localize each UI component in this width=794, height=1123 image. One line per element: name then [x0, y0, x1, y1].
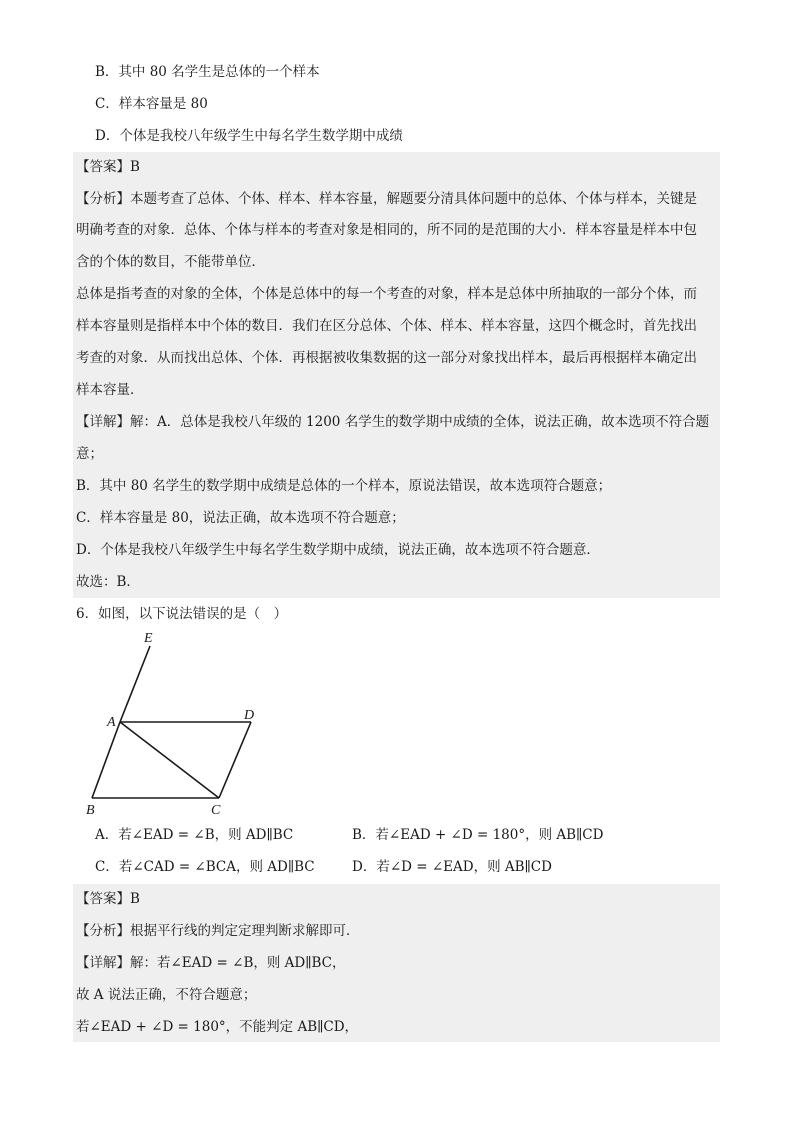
segment-dc: [219, 722, 251, 798]
q5-analysis-line: 总体是指考查的对象的全体，个体是总体中的每一个考查的对象，样本是总体中所抽取的一部分个体，而: [76, 286, 697, 302]
q5-detail-line: 【详解】解：A．总体是我校八年级的 1200 名学生的数学期中成绩的全体，说法正确，故本选项不符合题: [76, 414, 710, 430]
q5-analysis-line: 【分析】本题考查了总体、个体、样本、样本容量，解题要分清具体问题中的总体、个体与样本，关键是: [76, 191, 697, 207]
q6-option-c: C．若∠CAD = ∠BCA，则 AD∥BC: [95, 859, 315, 875]
q6-detail-line: 故 A 说法正确，不符合题意；: [76, 987, 257, 1003]
q5-detail-line: C．样本容量是 80，说法正确，故本选项不符合题意；: [76, 510, 405, 526]
label-b: B: [86, 803, 95, 818]
ray-ae: [120, 646, 150, 722]
q5-detail-line: 故选：B．: [76, 574, 140, 590]
q5-detail-line: B．其中 80 名学生的数学期中成绩是总体的一个样本，原说法错误，故本选项符合题意；: [76, 478, 612, 494]
q5-option-c: C．样本容量是 80: [95, 96, 208, 112]
q5-analysis-line: 明确考查的对象．总体、个体与样本的考查对象是相同的，所不同的是范围的大小．样本容量是样本中包: [76, 222, 697, 238]
q6-analysis: 【分析】根据平行线的判定定理判断求解即可．: [76, 923, 360, 939]
label-a: A: [107, 715, 116, 730]
q5-answer: 【答案】B: [76, 159, 140, 175]
q5-analysis-line: 样本容量则是指样本中个体的数目．我们在区分总体、个体、样本、样本容量，这四个概念时，首先找出: [76, 318, 697, 334]
label-d: D: [244, 708, 255, 723]
q5-analysis-line: 样本容量．: [76, 382, 144, 398]
q6-stem: 6．如图，以下说法错误的是（ ）: [76, 606, 288, 622]
q6-detail-line: 若∠EAD + ∠D = 180°，不能判定 AB∥CD，: [76, 1019, 359, 1035]
q5-analysis-line: 考查的对象．从而找出总体、个体．再根据被收集数据的这一部分对象找出样本，最后再根据样本确定出: [76, 350, 697, 366]
q5-analysis-line: 含的个体的数目，不能带单位．: [76, 254, 265, 270]
q5-detail-line: 意；: [76, 446, 103, 462]
diagonal-ac: [120, 722, 219, 798]
q5-option-d: D．个体是我校八年级学生中每名学生数学期中成绩: [95, 128, 403, 144]
label-e: E: [144, 631, 153, 646]
q6-option-a: A．若∠EAD = ∠B，则 AD∥BC: [95, 827, 294, 843]
q6-option-b: B．若∠EAD + ∠D = 180°，则 AB∥CD: [352, 827, 604, 843]
q5-detail-line: D．个体是我校八年级学生中每名学生数学期中成绩，说法正确，故本选项不符合题意．: [76, 542, 600, 558]
q6-detail-line: 【详解】解：若∠EAD = ∠B，则 AD∥BC，: [76, 955, 346, 971]
q5-option-b: B．其中 80 名学生是总体的一个样本: [95, 64, 320, 80]
parallelogram-figure: [80, 628, 300, 818]
q6-option-d: D．若∠D = ∠EAD，则 AB∥CD: [352, 859, 552, 875]
q5-solution-background: [73, 152, 720, 598]
label-c: C: [211, 803, 221, 818]
q6-answer: 【答案】B: [76, 891, 140, 907]
segment-ab: [92, 722, 120, 798]
